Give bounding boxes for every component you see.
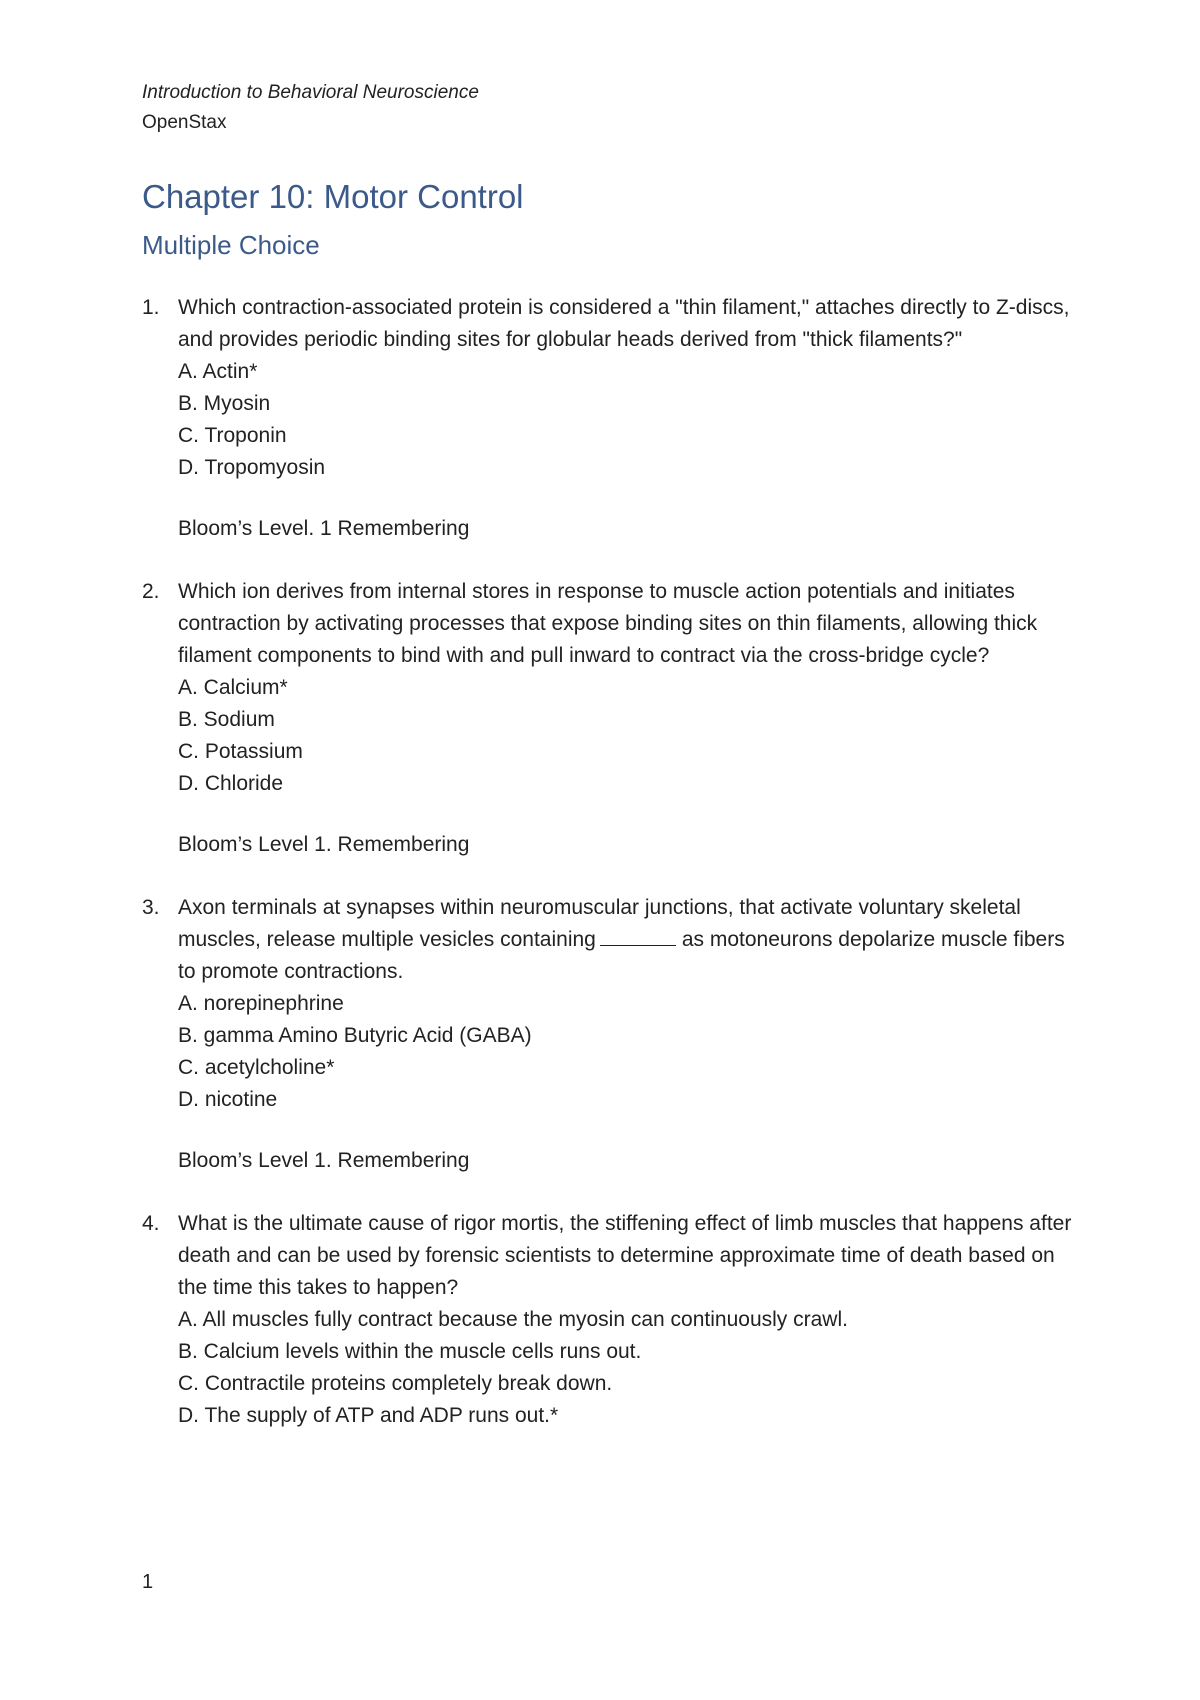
answer-option: A. Actin*: [178, 360, 258, 383]
question-text: Which contraction-associated protein is considered a "thin filament," attaches directly to Z-discs, and provides periodic binding sites for globular heads derived from "thick filaments?": [178, 296, 1070, 351]
question-number: 1.: [142, 296, 160, 319]
question-text: Which ion derives from internal stores in response to muscle action potentials and initiates contraction by activating processes that expose binding sites on thin filaments, allowing thick filament components to bind with and pull inward to contract via the cross-bridge cycle?: [178, 580, 1038, 667]
question-text-before-blank: Axon terminals at synapses within neuromuscular junctions, that activate voluntary skeletal muscles, release multiple vesicles containing: [178, 896, 1021, 951]
answer-option: C. Contractile proteins completely break down.: [178, 1372, 613, 1395]
fill-in-blank: [600, 925, 676, 946]
question-text: What is the ultimate cause of rigor mortis, the stiffening effect of limb muscles that happens after death and can be used by forensic scientists to determine approximate time of death based on the time this takes to happen?: [178, 1212, 1072, 1299]
question-4: [142, 1208, 1072, 1432]
section-title: Multiple Choice: [142, 230, 320, 260]
answer-options: [178, 988, 1072, 1116]
question-text: [178, 892, 1072, 988]
answer-option: D. The supply of ATP and ADP runs out.*: [178, 1404, 559, 1427]
question-list: [142, 292, 1072, 1463]
answer-option: D. nicotine: [178, 1088, 278, 1111]
question-text-after-blank: as motoneurons depolarize muscle fibers to promote contractions.: [178, 928, 1065, 983]
answer-option: B. Calcium levels within the muscle cells runs out.: [178, 1340, 642, 1363]
answer-option: D. Chloride: [178, 772, 284, 795]
answer-option: B. Myosin: [178, 392, 271, 415]
answer-options: [178, 672, 1072, 800]
answer-option: B. Sodium: [178, 708, 275, 731]
blooms-level: Bloom’s Level 1. Remembering: [178, 833, 470, 856]
chapter-title: Chapter 10: Motor Control: [142, 178, 524, 215]
answer-option: C. Potassium: [178, 740, 303, 763]
blooms-level: Bloom’s Level. 1 Remembering: [178, 517, 470, 540]
running-header: [142, 78, 479, 138]
answer-option: C. Troponin: [178, 424, 287, 447]
publisher: OpenStax: [142, 112, 227, 133]
answer-option: A. All muscles fully contract because the myosin can continuously crawl.: [178, 1308, 848, 1331]
blooms-level: Bloom’s Level 1. Remembering: [178, 1149, 470, 1172]
question-2: [142, 576, 1072, 861]
question-number: 2.: [142, 580, 160, 603]
question-number: 3.: [142, 896, 160, 919]
book-title: Introduction to Behavioral Neuroscience: [142, 82, 479, 103]
question-1: [142, 292, 1072, 545]
question-3: [142, 892, 1072, 1177]
answer-options: [178, 356, 1072, 484]
answer-options: [178, 1304, 1072, 1432]
answer-option: A. Calcium*: [178, 676, 288, 699]
answer-option: D. Tropomyosin: [178, 456, 326, 479]
answer-option: C. acetylcholine*: [178, 1056, 335, 1079]
answer-option: B. gamma Amino Butyric Acid (GABA): [178, 1024, 532, 1047]
question-number: 4.: [142, 1212, 160, 1235]
answer-option: A. norepinephrine: [178, 992, 344, 1015]
page-number: 1: [142, 1571, 154, 1593]
